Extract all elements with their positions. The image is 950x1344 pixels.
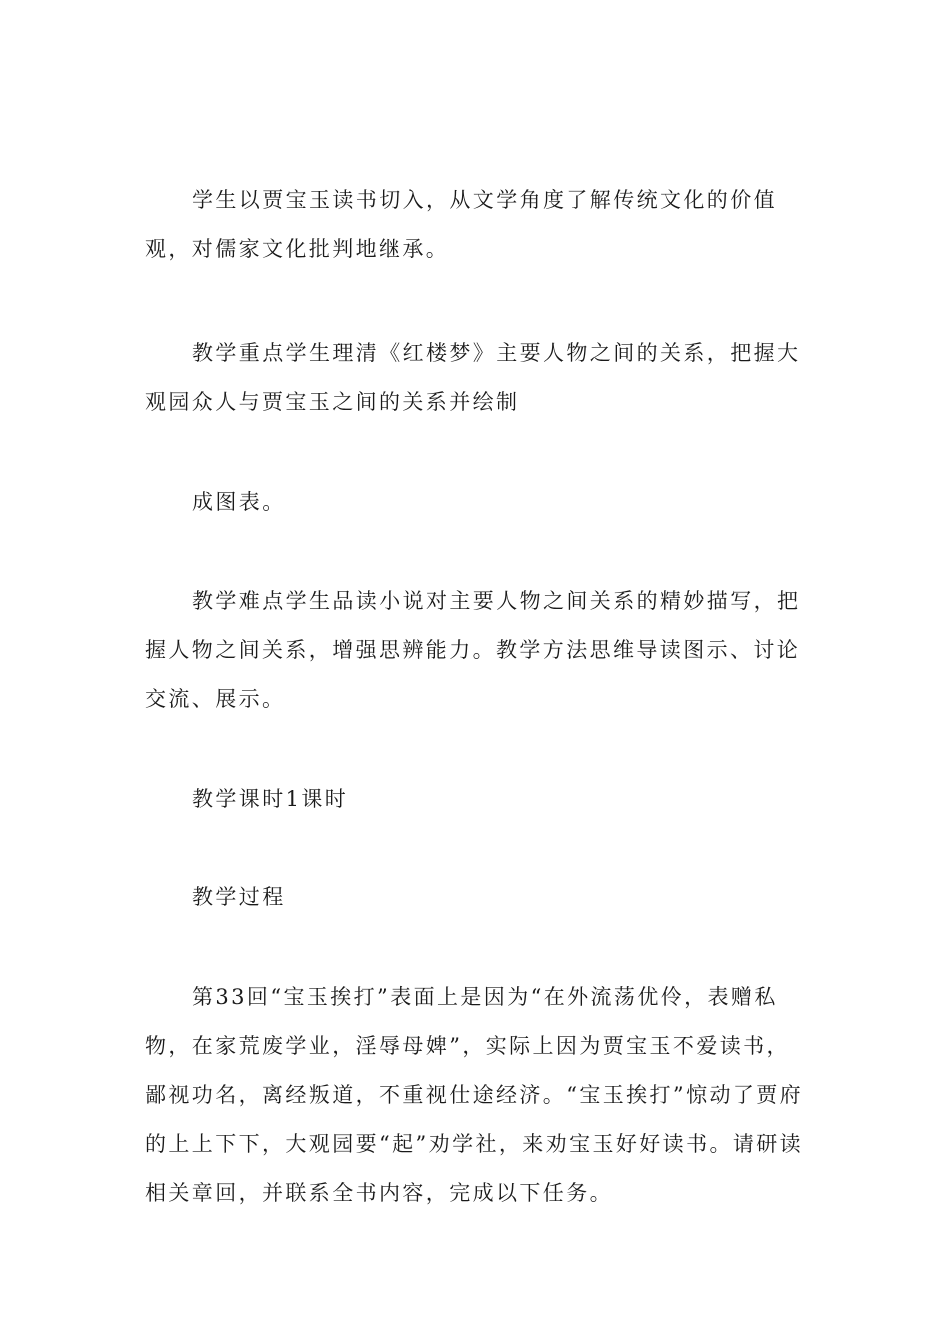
paragraph-teaching-focus: 教学重点学生理清《红楼梦》主要人物之间的关系，把握大观园众人与贾宝玉之间的关系并绘制 <box>145 341 801 414</box>
paragraph-class-hours: 教学课时1课时 <box>192 787 349 811</box>
paragraph-process-heading: 教学过程 <box>192 885 286 909</box>
paragraph-teaching-difficulty: 教学难点学生品读小说对主要人物之间关系的精妙描写，把握人物之间关系，增强思辨能力。教学方法思维导读图示、讨论交流、展示。 <box>145 589 801 711</box>
paragraph-task-description: 第33回“宝玉挨打”表面上是因为“在外流荡优伶，表赠私物，在家荒废学业，淫辱母婢”，实际上因为贾宝玉不爱读书，鄙视功名，离经叛道，不重视仕途经济。“宝玉挨打”惊动了贾府的上上下下，大观园要“起”劝学社，来劝宝玉好好读书。请研读相关章回，并联系全书内容，完成以下任务。 <box>145 985 804 1205</box>
paragraph-intro: 学生以贾宝玉读书切入，从文学角度了解传统文化的价值观，对儒家文化批判地继承。 <box>145 188 777 261</box>
paragraph-focus-continuation: 成图表。 <box>192 490 286 514</box>
